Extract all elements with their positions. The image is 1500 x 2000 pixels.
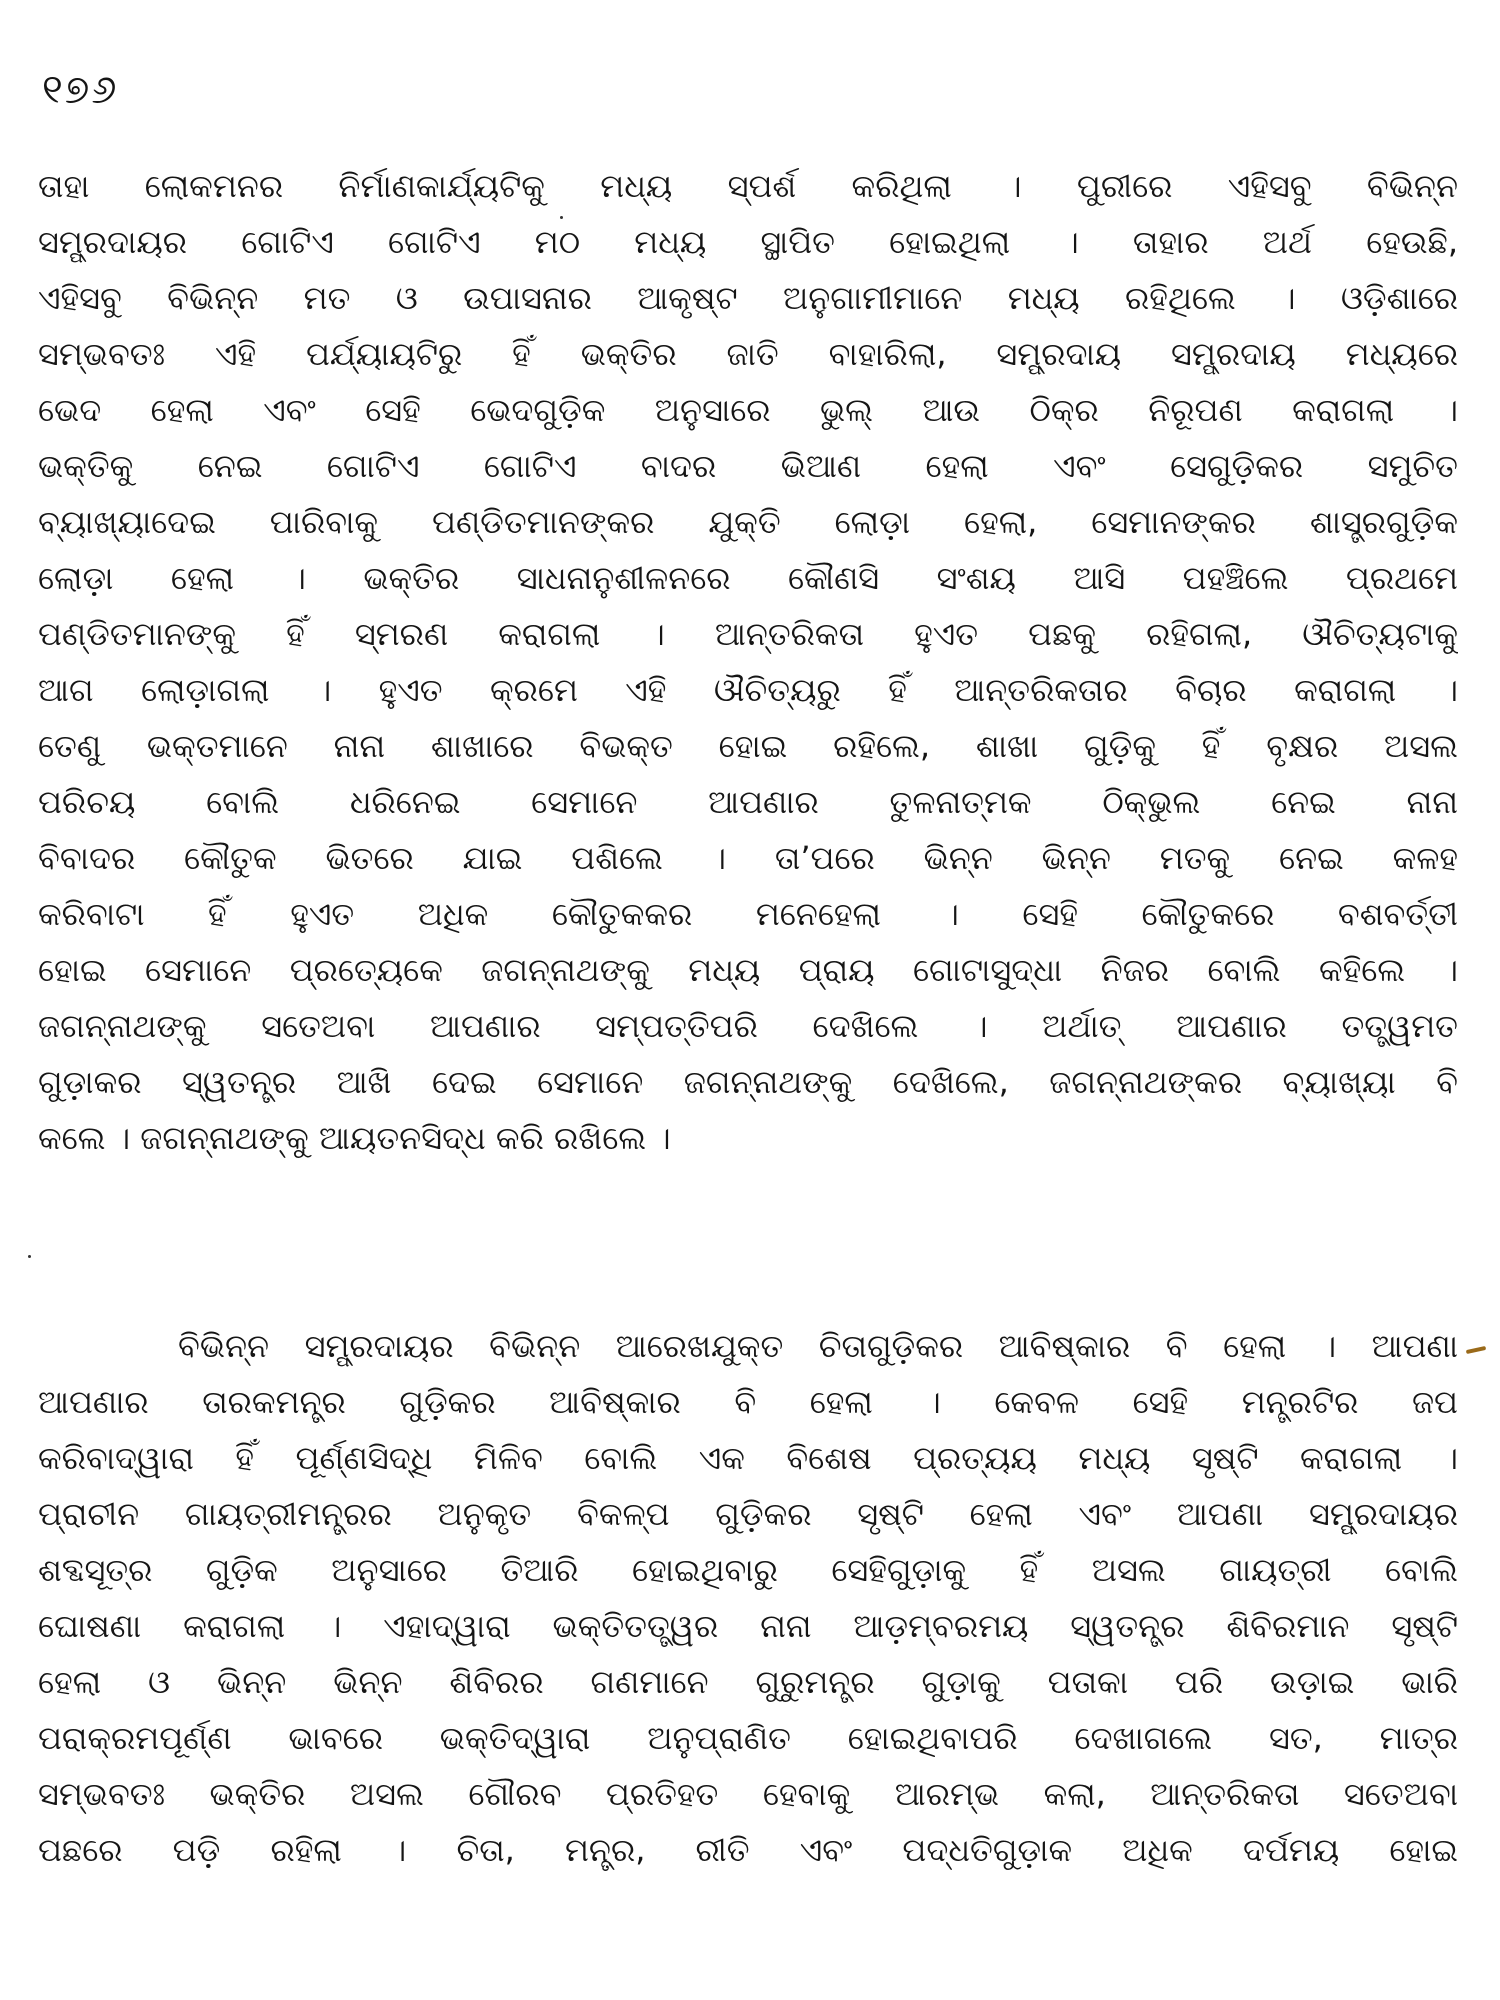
text-line: ଗୁଡ଼ାକର ସ୍ୱତନ୍ତ୍ର ଆଖି ଦେଇ ସେମାନେ ଜଗନ୍ନାଥଙ୍କୁ ଦେଖିଲେ, ଜଗନ୍ନାଥଙ୍କର ବ୍ୟାଖ୍ୟା ବି	[38, 1063, 1458, 1101]
text-line: ପରିଚୟ ବୋଲି ଧରିନେଇ ସେମାନେ ଆପଣାର ତୁଳନାତ୍ମକ ଠିକ୍ଭୁଲ ନେଇ ନାନା	[38, 783, 1458, 821]
text-line: ଜଗନ୍ନାଥଙ୍କୁ ସତେଅବା ଆପଣାର ସମ୍ପତ୍ତିପରି ଦେଖିଲେ । ଅର୍ଥାତ୍ ଆପଣାର ତତ୍ତ୍ୱମତ	[38, 1007, 1458, 1045]
paragraph-1	[38, 158, 1458, 1166]
text-line: ହେଲା ଓ ଭିନ୍ନ ଭିନ୍ନ ଶିବିରର ଗଣମାନେ ଗୁରୁମନ୍ତ୍ର ଗୁଡ଼ାକୁ ପତାକା ପରି ଉଡ଼ାଇ ଭାରି	[38, 1663, 1458, 1701]
text-line: ଲୋଡ଼ା ହେଲା । ଭକ୍ତିର ସାଧନାନୁଶୀଳନରେ କୌଣସି ସଂଶୟ ଆସି ପହଞ୍ଚିଲେ ପ୍ରଥମେ	[38, 559, 1458, 597]
paragraph-2	[38, 1318, 1458, 1878]
text-line: ଘୋଷଣା କରାଗଲା । ଏହାଦ୍ୱାରା ଭକ୍ତିତତ୍ତ୍ୱର ନାନା ଆଡ଼ମ୍ବରମୟ ସ୍ୱତନ୍ତ୍ର ଶିବିରମାନ ସୃଷ୍ଟି	[38, 1607, 1458, 1645]
text-line: ସମ୍ଭବତଃ ଏହି ପର୍ଯ୍ୟାୟଟିରୁ ହିଁ ଭକ୍ତିର ଜାତି ବାହାରିଲା, ସମ୍ପ୍ରଦାୟ ସମ୍ପ୍ରଦାୟ ମଧ୍ୟରେ	[38, 335, 1458, 373]
text-line: ବିବାଦର କୌତୁକ ଭିତରେ ଯାଇ ପଶିଲେ । ତା’ପରେ ଭିନ୍ନ ଭିନ୍ନ ମତକୁ ନେଇ କଳହ	[38, 839, 1458, 877]
text-line: କରିବାଟା ହିଁ ହୁଏତ ଅଧିକ କୌତୁକକର ମନେହେଲା । ସେହି କୌତୁକରେ ବଶବର୍ତ୍ତୀ	[38, 895, 1458, 933]
scan-speck	[560, 216, 563, 219]
text-line: କଲେ । ଜଗନ୍ନାଥଙ୍କୁ ଆୟତନସିଦ୍ଧ କରି ରଖିଲେ ।	[38, 1119, 671, 1157]
text-line: ହୋଇ ସେମାନେ ପ୍ରତ୍ୟେକେ ଜଗନ୍ନାଥଙ୍କୁ ମଧ୍ୟ ପ୍ରାୟ ଗୋଟାସୁଦ୍ଧା ନିଜର ବୋଲି କହିଲେ ।	[38, 951, 1458, 989]
text-line: ସମ୍ଭବତଃ ଭକ୍ତିର ଅସଲ ଗୌରବ ପ୍ରତିହତ ହେବାକୁ ଆରମ୍ଭ କଲା, ଆନ୍ତରିକତା ସତେଅବା	[38, 1775, 1458, 1813]
text-line: ବିଭିନ୍ନ ସମ୍ପ୍ରଦାୟର ବିଭିନ୍ନ ଆରେଖଯୁକ୍ତ ଚିତାଗୁଡ଼ିକର ଆବିଷ୍କାର ବି ହେଲା । ଆପଣା	[178, 1327, 1458, 1365]
text-line: ସମ୍ପ୍ରଦାୟର ଗୋଟିଏ ଗୋଟିଏ ମଠ ମଧ୍ୟ ସ୍ଥାପିତ ହୋଇଥିଲା । ତାହାର ଅର୍ଥ ହେଉଛି,	[38, 223, 1458, 261]
text-line: ଭକ୍ତିକୁ ନେଇ ଗୋଟିଏ ଗୋଟିଏ ବାଦର ଭିଆଣ ହେଲା ଏବଂ ସେଗୁଡ଼ିକର ସମୁଚିତ	[38, 447, 1458, 485]
text-line: ପଣ୍ଡିତମାନଙ୍କୁ ହିଁ ସ୍ମରଣ କରାଗଲା । ଆନ୍ତରିକତା ହୁଏତ ପଛକୁ ରହିଗଲା, ଔଚିତ୍ୟଟାକୁ	[38, 615, 1458, 653]
text-line: ଶବ୍ଦସୂତ୍ର ଗୁଡ଼ିକ ଅନୁସାରେ ତିଆରି ହୋଇଥିବାରୁ ସେହିଗୁଡ଼ାକୁ ହିଁ ଅସଲ ଗାୟତ୍ରୀ ବୋଲି	[38, 1551, 1458, 1589]
page-number: ୧୭୬	[42, 67, 119, 113]
text-line: ବ୍ୟାଖ୍ୟାଦେଇ ପାରିବାକୁ ପଣ୍ଡିତମାନଙ୍କର ଯୁକ୍ତି ଲୋଡ଼ା ହେଲା, ସେମାନଙ୍କର ଶାସ୍ତ୍ରଗୁଡ଼ିକ	[38, 503, 1458, 541]
margin-mark	[1466, 1346, 1486, 1354]
text-line: ଆଗ ଲୋଡ଼ାଗଲା । ହୁଏତ କ୍ରମେ ଏହି ଔଚିତ୍ୟରୁ ହିଁ ଆନ୍ତରିକତାର ବିଚାର କରାଗଲା ।	[38, 671, 1458, 709]
scan-speck	[28, 1255, 31, 1258]
text-line: କରିବାଦ୍ୱାରା ହିଁ ପୂର୍ଣ୍ଣସିଦ୍ଧି ମିଳିବ ବୋଲି ଏକ ବିଶେଷ ପ୍ରତ୍ୟୟ ମଧ୍ୟ ସୃଷ୍ଟି କରାଗଲା ।	[38, 1439, 1458, 1477]
text-line: ପଛରେ ପଡ଼ି ରହିଲା । ଚିତା, ମନ୍ତ୍ର, ରୀତି ଏବଂ ପଦ୍ଧତିଗୁଡ଼ାକ ଅଧିକ ଦର୍ପମୟ ହୋଇ	[38, 1831, 1458, 1869]
text-line: ତେଣୁ ଭକ୍ତମାନେ ନାନା ଶାଖାରେ ବିଭକ୍ତ ହୋଇ ରହିଲେ, ଶାଖା ଗୁଡ଼ିକୁ ହିଁ ବୃକ୍ଷର ଅସଲ	[38, 727, 1458, 765]
text-line: ପରାକ୍ରମପୂର୍ଣ୍ଣ ଭାବରେ ଭକ୍ତିଦ୍ୱାରା ଅନୁପ୍ରାଣିତ ହୋଇଥିବାପରି ଦେଖାଗଲେ ସତ, ମାତ୍ର	[38, 1719, 1458, 1757]
text-line: ଭେଦ ହେଲା ଏବଂ ସେହି ଭେଦଗୁଡ଼ିକ ଅନୁସାରେ ଭୁଲ୍ ଆଉ ଠିକ୍ର ନିରୂପଣ କରାଗଲା ।	[38, 391, 1458, 429]
text-line: ତାହା ଲୋକମନର ନିର୍ମାଣକାର୍ଯ୍ୟଟିକୁ ମଧ୍ୟ ସ୍ପର୍ଶ କରିଥିଲା । ପୁରୀରେ ଏହିସବୁ ବିଭିନ୍ନ	[38, 167, 1458, 205]
text-line: ଆପଣାର ତାରକମନ୍ତ୍ର ଗୁଡ଼ିକର ଆବିଷ୍କାର ବି ହେଲା । କେବଳ ସେହି ମନ୍ତ୍ରଟିର ଜପ	[38, 1383, 1458, 1421]
text-line: ପ୍ରାଚୀନ ଗାୟତ୍ରୀମନ୍ତ୍ରର ଅନୁକୃତ ବିକଳ୍ପ ଗୁଡ଼ିକର ସୃଷ୍ଟି ହେଲା ଏବଂ ଆପଣା ସମ୍ପ୍ରଦାୟର	[38, 1495, 1458, 1533]
text-line: ଏହିସବୁ ବିଭିନ୍ନ ମତ ଓ ଉପାସନାର ଆକୃଷ୍ଟ ଅନୁଗାମୀମାନେ ମଧ୍ୟ ରହିଥିଲେ । ଓଡ଼ିଶାରେ	[38, 279, 1458, 317]
